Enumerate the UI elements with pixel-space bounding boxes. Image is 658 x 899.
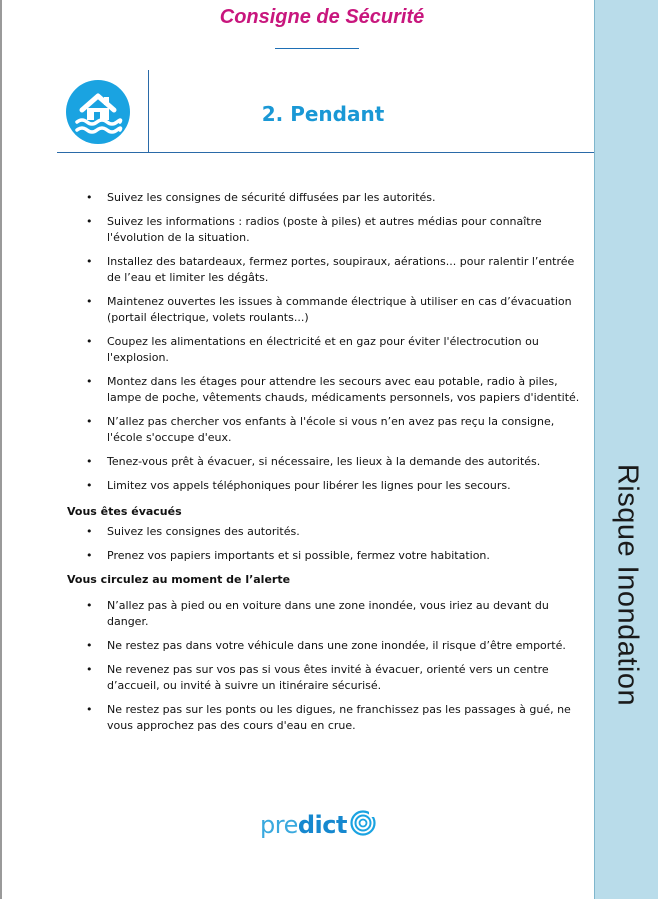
predict-spiral-icon (349, 809, 377, 841)
list-item: • Suivez les consignes des autorités. (66, 524, 580, 540)
page-title: Consigne de Sécurité (219, 6, 425, 28)
list-item: • N’allez pas chercher vos enfants à l'école si vous n’en avez pas reçu la consigne, l'école s'occupe d'eux. (66, 414, 580, 446)
list-item: • Suivez les informations : radios (poste à piles) et autres médias pour connaître l'évolution de la situation. (66, 214, 580, 246)
list-item: • Prenez vos papiers importants et si possible, fermez votre habitation. (66, 548, 580, 564)
list-item: • Coupez les alimentations en électricité et en gaz pour éviter l'électrocution ou l'explosion. (66, 334, 580, 366)
circulez-heading: Vous circulez au moment de l’alerte (67, 573, 291, 586)
list-item: • Installez des batardeaux, fermez portes, soupiraux, aérations... pour ralentir l’entrée de l’eau et limiter les dégâts. (66, 254, 580, 286)
logo-text-dict: dict (297, 811, 347, 839)
instructions-content (66, 190, 580, 742)
list-item: • Tenez-vous prêt à évacuer, si nécessaire, les lieux à la demande des autorités. (66, 454, 580, 470)
list-item: • N’allez pas à pied ou en voiture dans une zone inondée, vous iriez au devant du danger. (66, 598, 580, 630)
side-banner (594, 0, 658, 899)
list-item: • Ne revenez pas sur vos pas si vous êtes invité à évacuer, orienté vers un centre d’accueil, ou invité à suivre un itinéraire sécurisé. (66, 662, 580, 694)
title-underline (275, 48, 359, 49)
list-item: • Ne restez pas sur les ponts ou les digues, ne franchissez pas les passages à gué, ne vous approchez pas des cours d'eau en crue. (66, 702, 580, 734)
circulez-list (66, 598, 580, 734)
main-instructions-list (66, 190, 580, 494)
evacues-list (66, 524, 580, 564)
flood-house-icon (66, 80, 130, 144)
header-divider-horizontal (57, 152, 596, 153)
section-title: 2. Pendant (261, 102, 385, 126)
logo-text-pre: pre (260, 811, 298, 839)
list-item: • Ne restez pas dans votre véhicule dans une zone inondée, il risque d’être emporté. (66, 638, 580, 654)
list-item: • Limitez vos appels téléphoniques pour libérer les lignes pour les secours. (66, 478, 580, 494)
predict-logo (260, 808, 377, 842)
evacues-heading: Vous êtes évacués (67, 505, 182, 518)
logo-text (260, 808, 347, 842)
list-item: • Montez dans les étages pour attendre les secours avec eau potable, radio à piles, lampe de poche, vêtements chauds, médicaments personnels, vos papiers d'identité. (66, 374, 580, 406)
list-item: • Suivez les consignes de sécurité diffusées par les autorités. (66, 190, 580, 206)
side-banner-label: Risque Inondation (611, 463, 643, 707)
list-item: • Maintenez ouvertes les issues à commande électrique à utiliser en cas d’évacuation (portail électrique, volets roulants...) (66, 294, 580, 326)
